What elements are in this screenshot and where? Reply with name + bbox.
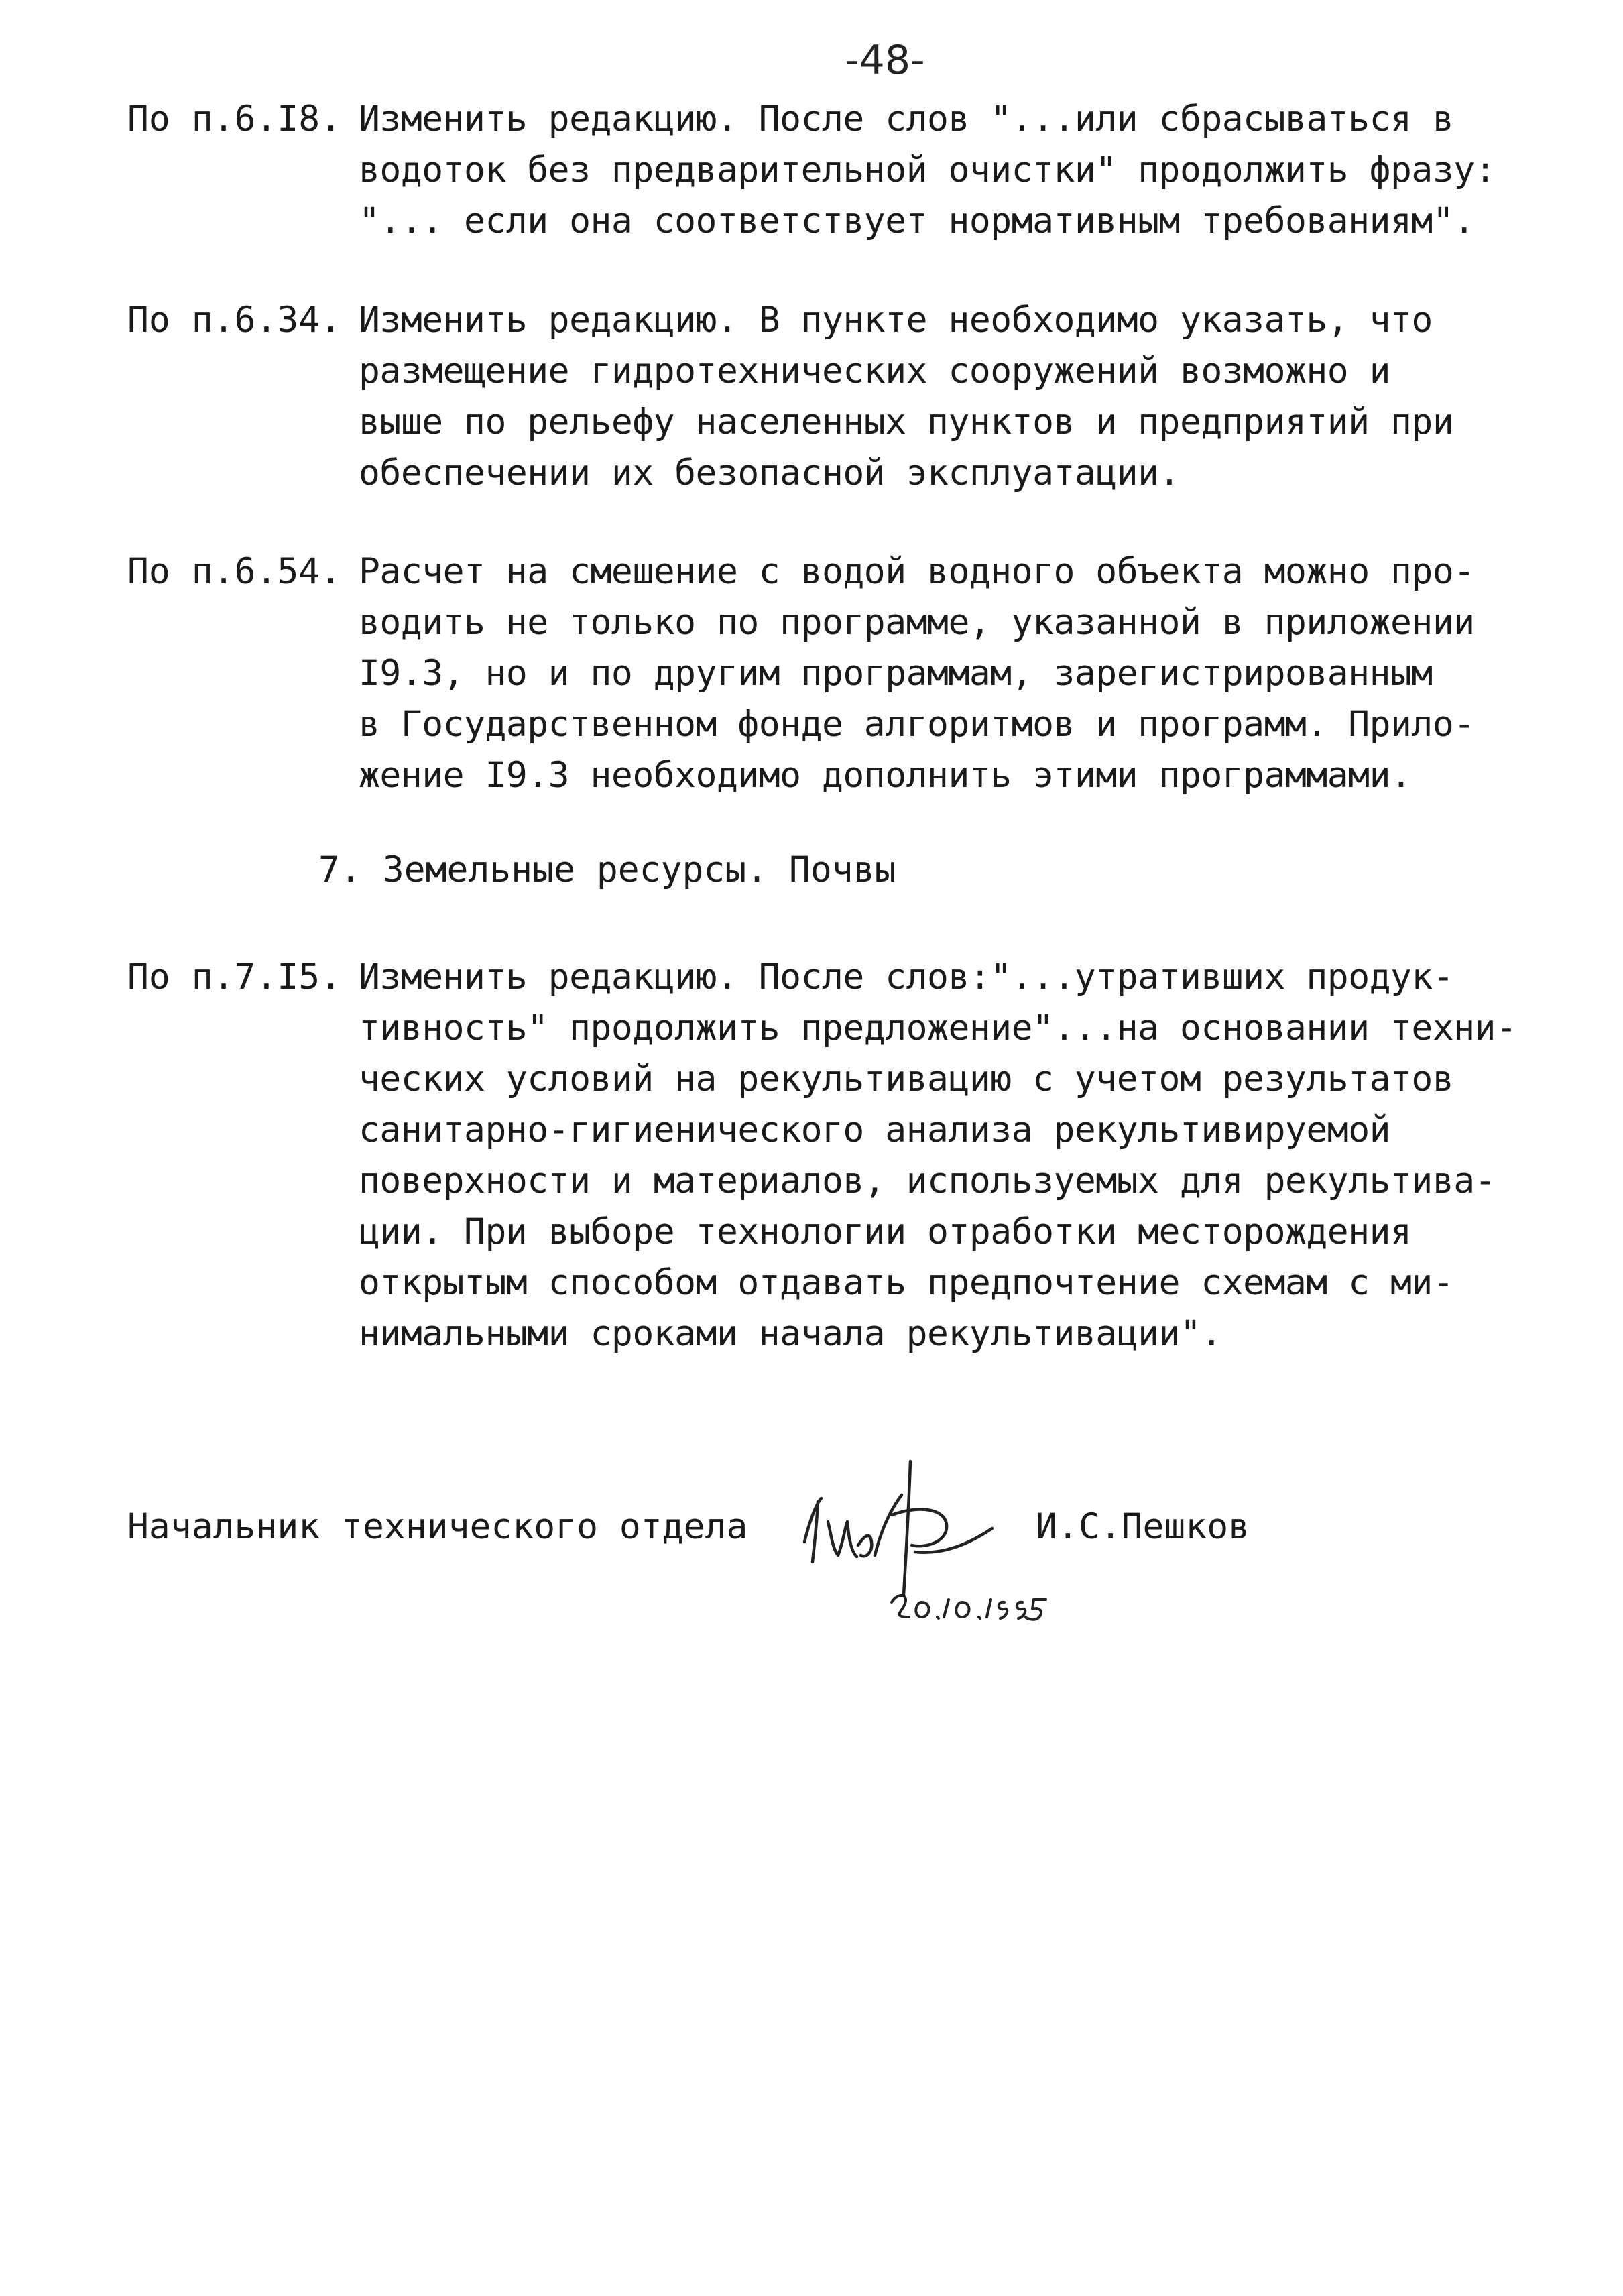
entry-text: [359, 546, 1623, 801]
entry-line: выше по рельефу населенных пунктов и предприятий при: [359, 402, 1454, 442]
entry-line: открытым способом отдавать предпочтение схемам с ми-: [359, 1262, 1454, 1303]
entry-line: ческих условий на рекультивацию с учетом результатов: [359, 1059, 1454, 1099]
entry-label: По п.6.34.: [127, 300, 342, 341]
entry-text: [359, 94, 1623, 247]
entry-line: нимальными сроками начала рекультивации".: [359, 1313, 1222, 1354]
signatory-position: Начальник технического отдела: [127, 1506, 748, 1547]
entry-text: [359, 952, 1623, 1360]
entry-line: тивность" продолжить предложение"...на основании техни-: [359, 1008, 1517, 1048]
entry-label: По п.6.54.: [127, 551, 342, 592]
entry-line: Изменить редакцию. После слов:"...утративших продук-: [359, 957, 1454, 998]
entry-line: ции. При выборе технологии отработки месторождения: [359, 1211, 1412, 1252]
entry-line: Изменить редакцию. В пункте необходимо указать, что: [359, 300, 1433, 341]
entry-label: По п.6.I8.: [127, 99, 342, 139]
entry-line: размещение гидротехнических сооружений возможно и: [359, 351, 1391, 391]
signatory-name: И.С.Пешков: [1036, 1506, 1250, 1547]
entry-text: [359, 295, 1623, 499]
entry-line: водить не только по программе, указанной в приложении: [359, 602, 1475, 643]
entry-line: в Государственном фонде алгоритмов и программ. Прило-: [359, 704, 1475, 745]
entry-line: водоток без предварительной очистки" продолжить фразу:: [359, 149, 1496, 190]
entry-line: I9.3, но и по другим программам, зарегистрированным: [359, 653, 1433, 694]
section-heading: 7. Земельные ресурсы. Почвы: [318, 849, 896, 890]
page-number: -48-: [845, 37, 925, 84]
entry-line: "... если она соответствует нормативным требованиям".: [359, 200, 1475, 241]
entry-label: По п.7.I5.: [127, 957, 342, 998]
entry-line: Расчет на смешение с водой водного объекта можно про-: [359, 551, 1475, 592]
entry-line: Изменить редакцию. После слов "...или сбрасываться в: [359, 99, 1454, 139]
entry-line: поверхности и материалов, используемых для рекультива-: [359, 1160, 1496, 1201]
entry-line: обеспечении их безопасной эксплуатации.: [359, 452, 1180, 493]
entry-line: санитарно-гигиенического анализа рекультивируемой: [359, 1109, 1391, 1150]
entry-line: жение I9.3 необходимо дополнить этими программами.: [359, 755, 1412, 796]
